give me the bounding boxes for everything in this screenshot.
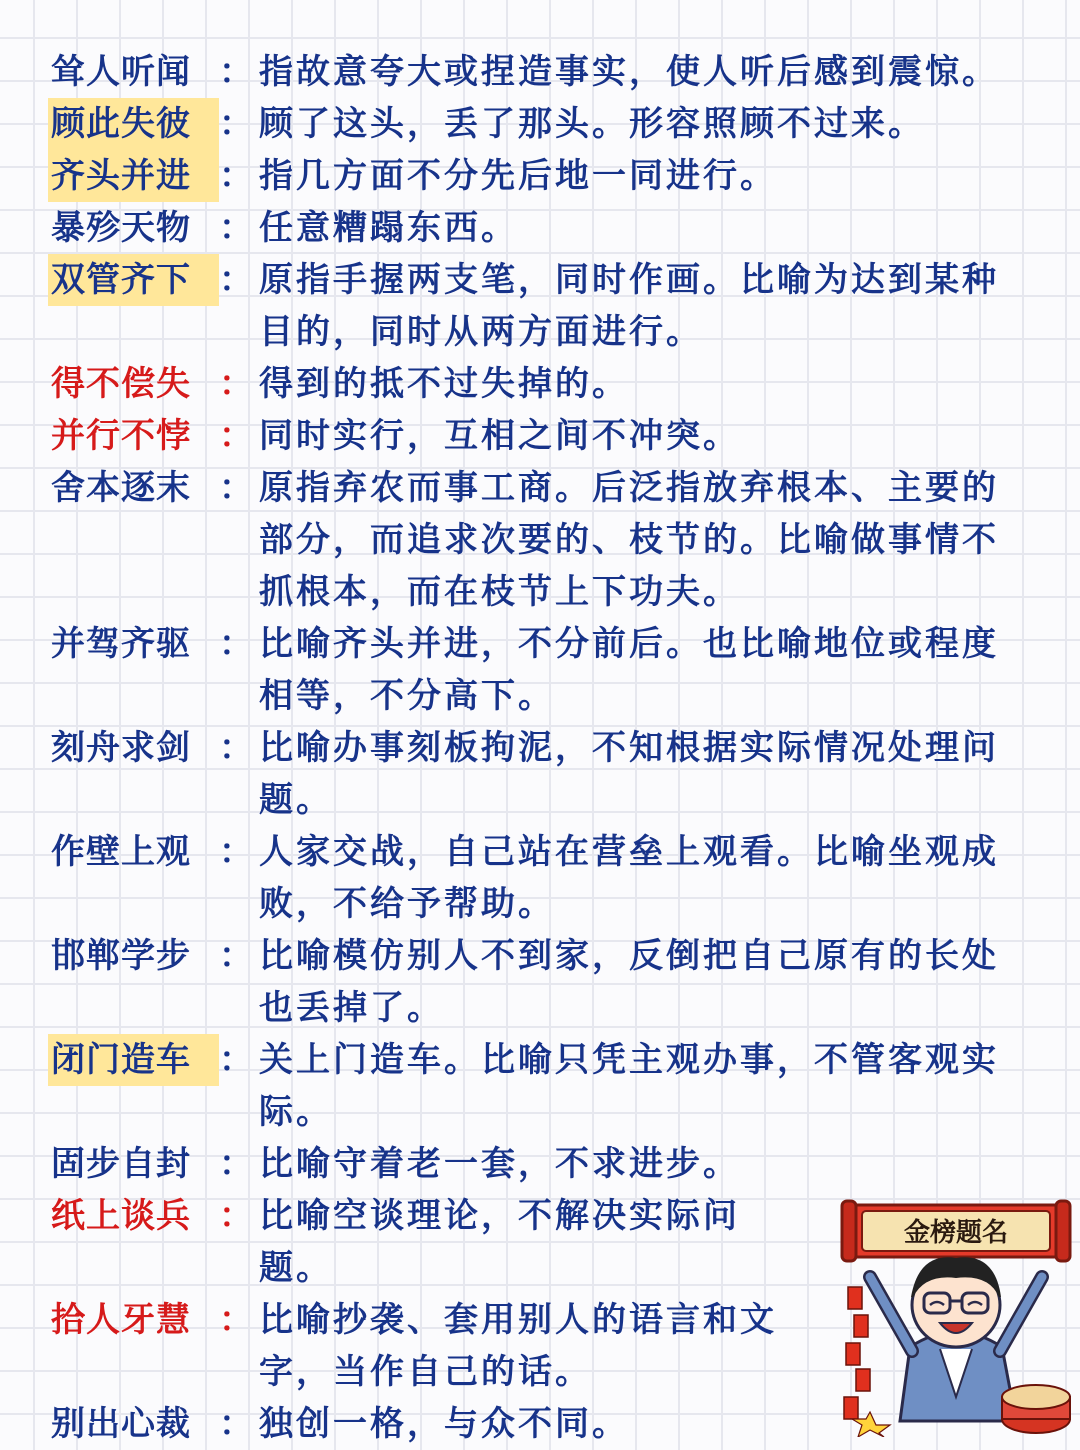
idiom-term: 邯郸学步 [51, 936, 191, 976]
idiom-entry [48, 202, 1048, 254]
idiom-definition: 比喻齐头并进，不分前后。也比喻地位或程度相等，不分高下。 [259, 624, 999, 716]
idiom-entry [48, 722, 1048, 826]
idiom-definition: 原指手握两支笔，同时作画。比喻为达到某种目的，同时从两方面进行。 [259, 260, 999, 352]
idiom-term: 齐头并进 [48, 150, 219, 202]
idiom-entry [48, 254, 1048, 358]
idiom-definition: 同时实行，互相之间不冲突。 [259, 416, 740, 456]
term-colon: ： [219, 364, 253, 404]
idiom-entry [48, 462, 1048, 618]
idiom-term: 舍本逐末 [51, 468, 191, 508]
term-colon: ： [219, 1404, 253, 1444]
term-colon: ： [219, 1040, 253, 1080]
term-colon: ： [219, 416, 253, 456]
term-colon: ： [219, 260, 253, 300]
idiom-term: 纸上谈兵 [51, 1196, 191, 1236]
term-colon: ： [219, 832, 253, 872]
term-colon: ： [219, 936, 253, 976]
idiom-term: 刻舟求剑 [51, 728, 191, 768]
idiom-definition: 关上门造车。比喻只凭主观办事，不管客观实际。 [259, 1040, 999, 1132]
idiom-term: 并行不悖 [51, 416, 191, 456]
term-colon: ： [219, 52, 253, 92]
idiom-entry [48, 1138, 1048, 1190]
term-colon: ： [219, 156, 253, 196]
idiom-entry [48, 98, 1048, 150]
idiom-entry [48, 46, 1048, 98]
idiom-entry [48, 930, 1048, 1034]
term-colon: ： [219, 624, 253, 664]
idiom-definition: 独创一格，与众不同。 [259, 1404, 629, 1444]
banner-text: 金榜题名 [903, 1218, 1009, 1248]
idiom-definition: 顾了这头，丢了那头。形容照顾不过来。 [259, 104, 925, 144]
idiom-term: 得不偿失 [51, 364, 191, 404]
idiom-entry [48, 150, 1048, 202]
idiom-definition: 比喻模仿别人不到家，反倒把自己原有的长处也丢掉了。 [259, 936, 999, 1028]
idiom-term: 耸人听闻 [51, 52, 191, 92]
idiom-term: 并驾齐驱 [51, 624, 191, 664]
term-colon: ： [219, 208, 253, 248]
idiom-definition: 人家交战，自己站在营垒上观看。比喻坐观成败，不给予帮助。 [259, 832, 999, 924]
term-colon: ： [219, 1196, 253, 1236]
term-colon: ： [219, 728, 253, 768]
idiom-term: 顾此失彼 [48, 98, 219, 150]
idiom-definition: 比喻守着老一套，不求进步。 [259, 1144, 740, 1184]
idiom-entry [48, 410, 1048, 462]
idiom-entry [48, 1034, 1048, 1138]
idiom-term: 闭门造车 [48, 1034, 219, 1086]
idiom-term: 作壁上观 [51, 832, 191, 872]
term-colon: ： [219, 1144, 253, 1184]
idiom-term: 暴殄天物 [51, 208, 191, 248]
drum-icon [1002, 1385, 1070, 1433]
term-colon: ： [219, 468, 253, 508]
idiom-definition: 指故意夸大或捏造事实，使人听后感到震惊。 [259, 52, 999, 92]
term-colon: ： [219, 1300, 253, 1340]
idiom-definition: 任意糟蹋东西。 [259, 208, 518, 248]
idiom-entry [48, 618, 1048, 722]
idiom-definition: 比喻空谈理论，不解决实际问题。 [259, 1196, 740, 1288]
idiom-definition: 原指弃农而事工商。后泛指放弃根本、主要的部分，而追求次要的、枝节的。比喻做事情不抓根本，而在枝节上下功夫。 [259, 468, 999, 612]
idiom-definition: 比喻办事刻板拘泥，不知根据实际情况处理问题。 [259, 728, 999, 820]
idiom-term: 拾人牙慧 [51, 1300, 191, 1340]
idiom-term: 固步自封 [51, 1144, 191, 1184]
idiom-entry [48, 358, 1048, 410]
idiom-definition: 得到的抵不过失掉的。 [259, 364, 629, 404]
mascot-illustration [840, 1197, 1072, 1437]
idiom-term: 双管齐下 [48, 254, 219, 306]
term-colon: ： [219, 104, 253, 144]
idiom-definition: 比喻抄袭、套用别人的语言和文字，当作自己的话。 [259, 1300, 777, 1392]
idiom-entry [48, 826, 1048, 930]
idiom-term: 别出心裁 [51, 1404, 191, 1444]
idiom-definition: 指几方面不分先后地一同进行。 [259, 156, 777, 196]
